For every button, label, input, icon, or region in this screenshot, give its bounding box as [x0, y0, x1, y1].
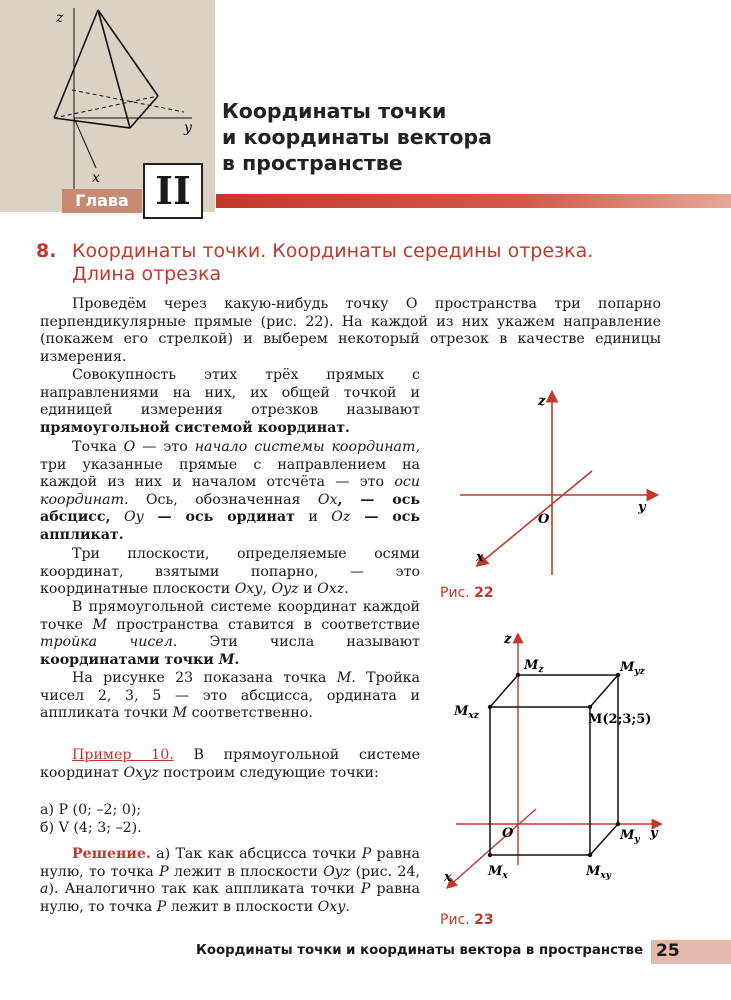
- text-run: .: [345, 898, 350, 915]
- text-run: равна нулю, то точка: [40, 881, 420, 915]
- term-bold: прямоугольной системой координат.: [40, 419, 350, 436]
- paragraph: Проведём через какую-нибудь точку O пространства три попарно перпендикулярные прямые (рис. 22). На каждой из них укажем направление (покажем его стрелкой) и выберем некоторый отрезок в качестве единицы измерения.: [40, 296, 661, 365]
- text-run: ,: [262, 581, 272, 598]
- paragraph: [40, 670, 420, 723]
- math-var: M: [218, 651, 235, 668]
- pyramid-edge: [130, 96, 158, 128]
- mxz-label: $M_{xz}$: [454, 704, 479, 721]
- corner-y-label: y: [184, 120, 192, 136]
- term-bold: , —: [337, 491, 393, 508]
- math-var: а: [40, 881, 49, 898]
- myz-label: $M_{yz}$: [620, 660, 645, 677]
- pyramid-edge: [98, 10, 130, 128]
- text-run: . Тройка чисел 2, 3, 5 — это абсцисса, ордината и аппликата точки: [40, 670, 420, 722]
- chapter-numeral: II: [143, 163, 203, 219]
- term-bold: —: [350, 509, 393, 526]
- point-m: [588, 705, 592, 709]
- math-var: Oxyz: [123, 764, 159, 781]
- example-label: Пример 10.: [72, 747, 174, 763]
- pyramid-hidden-edge: [72, 90, 184, 112]
- text-run: пространства ставится в соответствие: [107, 616, 420, 633]
- page-number: 25: [656, 941, 680, 961]
- math-var: P: [360, 881, 371, 898]
- text-run: и: [294, 509, 332, 526]
- m-label: M(2;3;5): [588, 712, 652, 727]
- math-var: M: [336, 670, 352, 686]
- text-run: (рис. 24,: [350, 863, 420, 880]
- fig23-x-label: x: [444, 870, 452, 885]
- math-var: Oxz: [317, 581, 345, 598]
- chapter-title-line: и координаты вектора: [222, 125, 492, 149]
- paragraph: [40, 546, 420, 599]
- text-run: и: [298, 581, 318, 598]
- point-mxz: [488, 705, 492, 709]
- fig22-origin-label: O: [538, 512, 550, 527]
- section-heading: [36, 240, 640, 286]
- x-axis: [74, 118, 96, 168]
- figure-22-caption: [440, 585, 494, 601]
- text-run: а) Так как абсцисса точки: [150, 846, 362, 862]
- text-run: ). Аналогично так как аппликата точки: [48, 881, 361, 898]
- fig22-x-label: x: [476, 550, 484, 565]
- math-var: O: [123, 439, 136, 455]
- chapter-label: Глава: [62, 189, 142, 213]
- fig22-z-label: z: [538, 394, 546, 409]
- figure-23-caption: [440, 912, 494, 928]
- box-edge: [590, 824, 618, 855]
- text-run: На рисунке 23 показана точка: [72, 670, 337, 686]
- figure-23: [440, 625, 731, 910]
- term-bold: .: [118, 526, 124, 543]
- term-bold: ось ординат: [185, 509, 295, 526]
- box-edge: [590, 675, 618, 707]
- fig22-x-axis: [478, 471, 592, 565]
- mxy-label: $M_{xy}$: [586, 864, 611, 881]
- figure-22: [430, 385, 670, 585]
- paragraph: [40, 599, 420, 669]
- text-run: три указанные прямые с направлением на каждой из них и началом отсчёта — это: [40, 456, 420, 491]
- term-bold: координатами точки: [40, 651, 219, 668]
- text-run: лежит в плоскости: [168, 863, 324, 880]
- list-item: б) V (4; 3; –2).: [40, 820, 142, 836]
- pyramid-edge: [54, 10, 98, 118]
- text-run: Эти числа называют: [177, 634, 420, 651]
- text-run: .: [344, 581, 349, 598]
- pyramid-edge: [54, 118, 130, 128]
- text-run: Совокупность этих трёх прямых с направлениями на них, их общей точкой и единицей измерения отрезков называют: [40, 367, 420, 419]
- fig22-y-label: y: [638, 500, 646, 515]
- section-number: 8.: [36, 240, 57, 262]
- text-run: Ось, обозначенная: [128, 491, 318, 508]
- point-my: [616, 822, 620, 826]
- text-run: В прямоугольной системе координат: [40, 747, 420, 781]
- text-run: соответственно.: [187, 705, 313, 722]
- text-run: равна нулю, то точка: [40, 846, 420, 880]
- term-bold: ось аппликат: [40, 509, 420, 543]
- fig23-z-label: z: [504, 632, 512, 647]
- math-var: Oz: [331, 509, 351, 526]
- solution-label: Решение.: [72, 846, 151, 862]
- caption-prefix: Рис.: [440, 912, 470, 928]
- mz-label: $M_z$: [524, 658, 544, 675]
- term-italic: тройка чисел.: [40, 634, 178, 651]
- math-var: Ox: [317, 491, 338, 508]
- math-var: Oyz: [323, 863, 351, 880]
- text-run: построим следующие точки:: [158, 764, 379, 781]
- chapter-title-line: Координаты точки: [222, 99, 447, 123]
- math-var: Oxy: [234, 581, 263, 598]
- caption-prefix: Рис.: [440, 585, 470, 601]
- paragraph: [40, 367, 420, 437]
- math-var: Oxy: [317, 898, 346, 915]
- paragraph: [40, 846, 420, 916]
- pyramid-edge: [98, 10, 158, 96]
- point-mx: [488, 853, 492, 857]
- list-item: а) P (0; –2; 0);: [40, 802, 142, 818]
- corner-z-label: z: [56, 10, 64, 26]
- running-footer: Координаты точки и координаты вектора в пространстве: [196, 943, 644, 958]
- math-var: Oy: [123, 509, 144, 526]
- chapter-red-bar: [216, 194, 731, 208]
- caption-number: 23: [474, 912, 494, 928]
- paragraph: [40, 747, 420, 782]
- chapter-title: [222, 98, 522, 176]
- text-run: Точка: [72, 439, 124, 455]
- chapter-title-line: в пространстве: [222, 151, 403, 175]
- paragraph: [40, 439, 420, 545]
- fig23-y-label: y: [650, 826, 658, 841]
- mx-label: $M_x$: [488, 864, 508, 881]
- text-run: лежит в плоскости: [166, 898, 318, 915]
- my-label: $M_y$: [620, 828, 640, 845]
- box-edge: [490, 675, 518, 707]
- text-run: В прямоугольной системе координат каждой точке: [40, 599, 420, 633]
- math-var: M: [172, 705, 188, 722]
- caption-number: 22: [474, 585, 494, 601]
- point-mz: [516, 673, 520, 677]
- fig23-origin-label: O: [502, 826, 514, 841]
- term-italic: оси координат.: [40, 474, 420, 508]
- math-var: Oyz: [271, 581, 299, 598]
- math-var: P: [156, 898, 167, 915]
- term-italic: начало системы координат,: [194, 439, 420, 455]
- term-bold: —: [143, 509, 186, 526]
- section-title: Координаты точки. Координаты середины отрезка. Длина отрезка: [72, 240, 594, 285]
- point-mxy: [588, 853, 592, 857]
- term-bold: .: [234, 651, 240, 668]
- math-var: P: [361, 846, 372, 862]
- math-var: M: [92, 616, 107, 633]
- text-run: — это: [135, 439, 195, 455]
- text-run: [111, 509, 124, 525]
- term-bold: ось абсцисс,: [40, 491, 420, 526]
- text-run: Три плоскости, определяемые осями координат, взятыми попарно, — это координатные плоскости: [40, 546, 420, 598]
- math-var: P: [159, 863, 169, 880]
- corner-x-label: x: [92, 170, 100, 186]
